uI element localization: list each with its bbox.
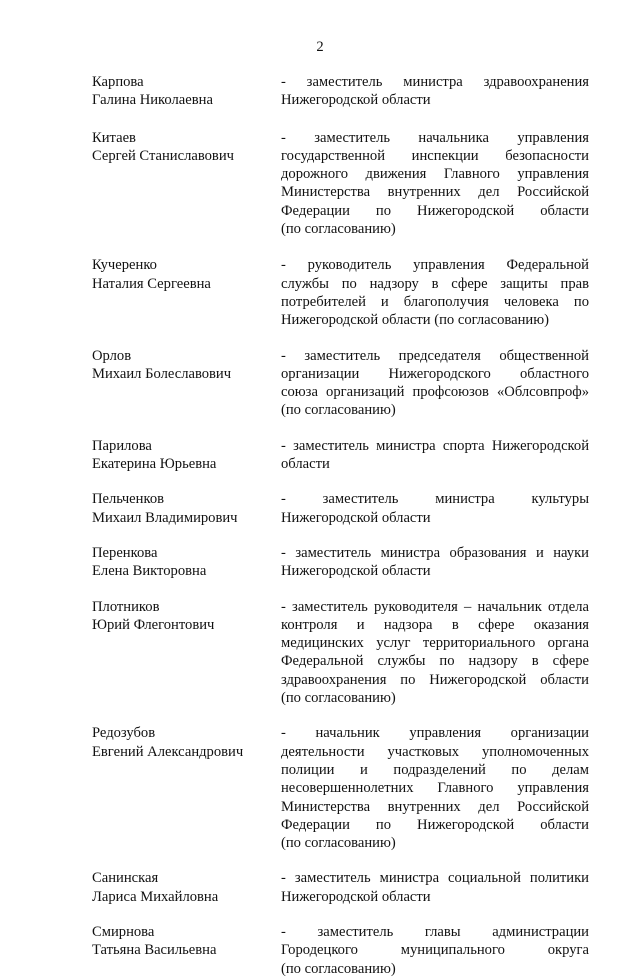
position-line: Федеральной службы по надзору в сфере	[281, 653, 589, 670]
member-given-names: Сергей Станиславович	[92, 147, 234, 164]
position-line: - заместитель министра здравоохранения	[281, 74, 589, 90]
member-position	[281, 490, 589, 527]
position-line: - заместитель главы администрации	[281, 923, 589, 940]
member-entry	[92, 256, 589, 329]
member-entry	[92, 347, 589, 420]
member-entry	[92, 437, 589, 474]
member-surname: Пельченков	[92, 491, 165, 508]
member-entry	[92, 129, 589, 239]
position-line: несовершеннолетних Главного управления	[281, 780, 589, 797]
member-surname: Перенкова	[92, 544, 158, 561]
position-line: Федерации по Нижегородской области	[281, 816, 589, 833]
member-position	[281, 598, 589, 708]
member-position	[281, 923, 589, 978]
member-entry	[92, 869, 589, 906]
position-line: контроля и надзора в сфере оказания	[281, 616, 589, 633]
member-name	[92, 724, 281, 852]
member-surname: Смирнова	[92, 923, 155, 940]
member-entry	[92, 598, 589, 708]
member-position	[281, 256, 589, 329]
position-line: Городецкого муниципального округа	[281, 942, 589, 959]
member-given-names: Михаил Болеславович	[92, 365, 232, 382]
position-line: полиции и подразделений по делам	[281, 761, 589, 778]
member-given-names: Михаил Владимирович	[92, 509, 238, 526]
position-line: союза организаций профсоюзов «Облсовпроф»	[281, 384, 589, 401]
position-line: - заместитель начальника управления	[281, 129, 589, 146]
position-line: дорожного движения Главного управления	[281, 166, 589, 183]
position-line: организации Нижегородского областного	[281, 365, 589, 382]
member-surname: Санинская	[92, 870, 159, 887]
position-line: Нижегородской области	[281, 92, 431, 109]
member-name	[92, 73, 281, 110]
member-position	[281, 869, 589, 906]
position-line: Федерации по Нижегородской области	[281, 202, 589, 219]
position-line: (по согласованию)	[281, 221, 396, 238]
member-name	[92, 490, 281, 527]
position-line: медицинских услуг территориального органа	[281, 635, 589, 652]
member-surname: Орлов	[92, 347, 132, 364]
member-list	[92, 73, 589, 978]
member-name	[92, 347, 281, 420]
position-line: Нижегородской области (по согласованию)	[281, 312, 549, 329]
position-line: (по согласованию)	[281, 690, 396, 707]
member-name	[92, 437, 281, 474]
member-given-names: Юрий Флегонтович	[92, 616, 215, 633]
position-line: Нижегородской области	[281, 509, 431, 526]
position-line: службы по надзору в сфере защиты прав	[281, 275, 589, 292]
member-given-names: Лариса Михайловна	[92, 888, 219, 905]
member-name	[92, 923, 281, 978]
member-surname: Плотников	[92, 598, 160, 615]
position-line: государственной инспекции безопасности	[281, 147, 589, 164]
member-surname: Китаев	[92, 129, 136, 146]
member-position	[281, 437, 589, 474]
position-line: - заместитель председателя общественной	[281, 347, 589, 364]
member-given-names: Елена Викторовна	[92, 563, 207, 580]
member-given-names: Татьяна Васильевна	[92, 942, 217, 959]
member-given-names: Екатерина Юрьевна	[92, 456, 217, 473]
member-name	[92, 598, 281, 708]
member-name	[92, 256, 281, 329]
member-entry	[92, 490, 589, 527]
member-position	[281, 347, 589, 420]
position-line: - руководитель управления Федеральной	[281, 257, 589, 274]
position-line: потребителей и благополучия человека по	[281, 293, 589, 310]
page-number: 2	[316, 39, 324, 55]
member-position	[281, 544, 589, 581]
member-entry	[92, 73, 589, 110]
position-line: (по согласованию)	[281, 402, 396, 419]
position-line: деятельности участковых уполномоченных	[281, 743, 589, 760]
position-line: - начальник управления организации	[281, 725, 589, 742]
member-name	[92, 129, 281, 239]
position-line: здравоохранения по Нижегородской области	[281, 671, 589, 688]
member-given-names: Евгений Александрович	[92, 743, 244, 760]
member-given-names: Наталия Сергеевна	[92, 275, 211, 292]
position-line: - заместитель министра социальной политики	[281, 870, 589, 887]
member-surname: Парилова	[92, 437, 152, 454]
member-position	[281, 73, 589, 110]
member-surname: Редозубов	[92, 725, 156, 742]
position-line: Министерства внутренних дел Российской	[281, 184, 589, 201]
position-line: Нижегородской области	[281, 888, 431, 905]
position-line: - заместитель руководителя – начальник отдела	[281, 598, 589, 615]
member-name	[92, 544, 281, 581]
member-entry	[92, 544, 589, 581]
member-entry	[92, 923, 589, 978]
position-line: (по согласованию)	[281, 835, 396, 852]
position-line: Нижегородской области	[281, 563, 431, 580]
position-line: (по согласованию)	[281, 960, 396, 977]
member-entry	[92, 724, 589, 852]
member-given-names: Галина Николаевна	[92, 92, 213, 109]
member-position	[281, 129, 589, 239]
position-line: - заместитель министра образования и науки	[281, 544, 589, 561]
member-position	[281, 724, 589, 852]
member-surname: Карпова	[92, 74, 144, 90]
member-name	[92, 869, 281, 906]
position-line: области	[281, 456, 330, 473]
position-line: - заместитель министра культуры	[281, 491, 589, 508]
position-line: Министерства внутренних дел Российской	[281, 798, 589, 815]
position-line: - заместитель министра спорта Нижегородской	[281, 437, 589, 454]
member-surname: Кучеренко	[92, 257, 157, 274]
